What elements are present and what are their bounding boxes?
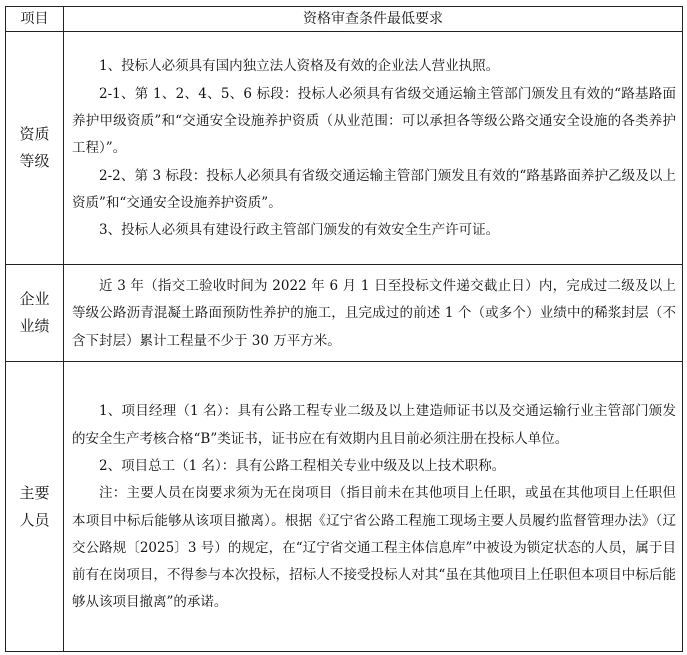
- row-label-line: 等级: [19, 152, 50, 170]
- requirement-cell-personnel: [64, 362, 683, 652]
- header-item: 项目: [6, 7, 64, 32]
- table-row-performance: [6, 265, 683, 362]
- header-requirement: 资格审查条件最低要求: [64, 7, 683, 32]
- row-label-performance: [6, 265, 64, 362]
- table-row-personnel: [6, 362, 683, 652]
- paragraph: 注：主要人员在岗要求须为无在岗项目（指目前未在其他项目上任职，或虽在其他项目上任职但本项目中标后能够从该项目撤离）。根据《辽宁省公路工程施工现场主要人员履约监督管理办法》（辽交公路规〔2025〕3 号）的规定，在“辽宁省交通工程主体信息库”中被设为锁定状态的人员，属于目前有在岗项目，不得参与本次投标，招标人不接受投标人对其“虽在其他项目上任职但本项目中标后能够从该项目撤离”的承诺。: [72, 485, 676, 611]
- requirement-cell-qualification: [64, 32, 683, 265]
- paragraph: 2、项目总工（1 名）：具有公路工程相关专业中级及以上技术职称。: [99, 457, 506, 474]
- requirements-table: [5, 6, 683, 652]
- row-label-line: 人员: [19, 510, 50, 529]
- row-label-personnel: [6, 362, 64, 652]
- paragraph: 1、投标人必须具有国内独立法人资格及有效的企业法人营业执照。: [99, 58, 500, 75]
- paragraph: 1、项目经理（1 名）：具有公路工程专业二级及以上建造师证书以及交通运输行业主管部门颁发的安全生产考核合格“B”类证书，证书应在有效期内且目前必须注册在投标人单位。: [72, 403, 676, 447]
- row-label-line: 业绩: [19, 317, 50, 335]
- requirement-cell-performance: [64, 265, 683, 362]
- paragraph: 2-1、第 1、2、4、5、6 标段：投标人必须具有省级交通运输主管部门颁发且有效的“路基路面养护甲级资质”和“交通安全设施养护资质（从业范围：可以承担各等级公路交通安全设施的各类养护工程）”。: [72, 85, 676, 157]
- paragraph: 近 3 年（指交工验收时间为 2022 年 6 月 1 日至投标文件递交截止日）内，完成过二级及以上等级公路沥青混凝土路面预防性养护的施工，且完成过的前述 1 个（或多个）业绩中的稀浆封层（不含下封层）累计工程量不少于 30 万平方米。: [72, 278, 676, 349]
- paragraph: 3、投标人必须具有建设行政主管部门颁发的有效安全生产许可证。: [99, 222, 500, 239]
- row-label-line: 企业: [19, 290, 50, 308]
- paragraph: 2-2、第 3 标段：投标人必须具有省级交通运输主管部门颁发且有效的“路基路面养护乙级及以上资质”和“交通安全设施养护资质”。: [72, 167, 676, 211]
- row-label-line: 主要: [19, 483, 50, 502]
- row-label-line: 资质: [19, 125, 50, 143]
- row-label-qualification: [6, 32, 64, 265]
- table-header-row: [6, 7, 683, 32]
- table-row-qualification: [6, 32, 683, 265]
